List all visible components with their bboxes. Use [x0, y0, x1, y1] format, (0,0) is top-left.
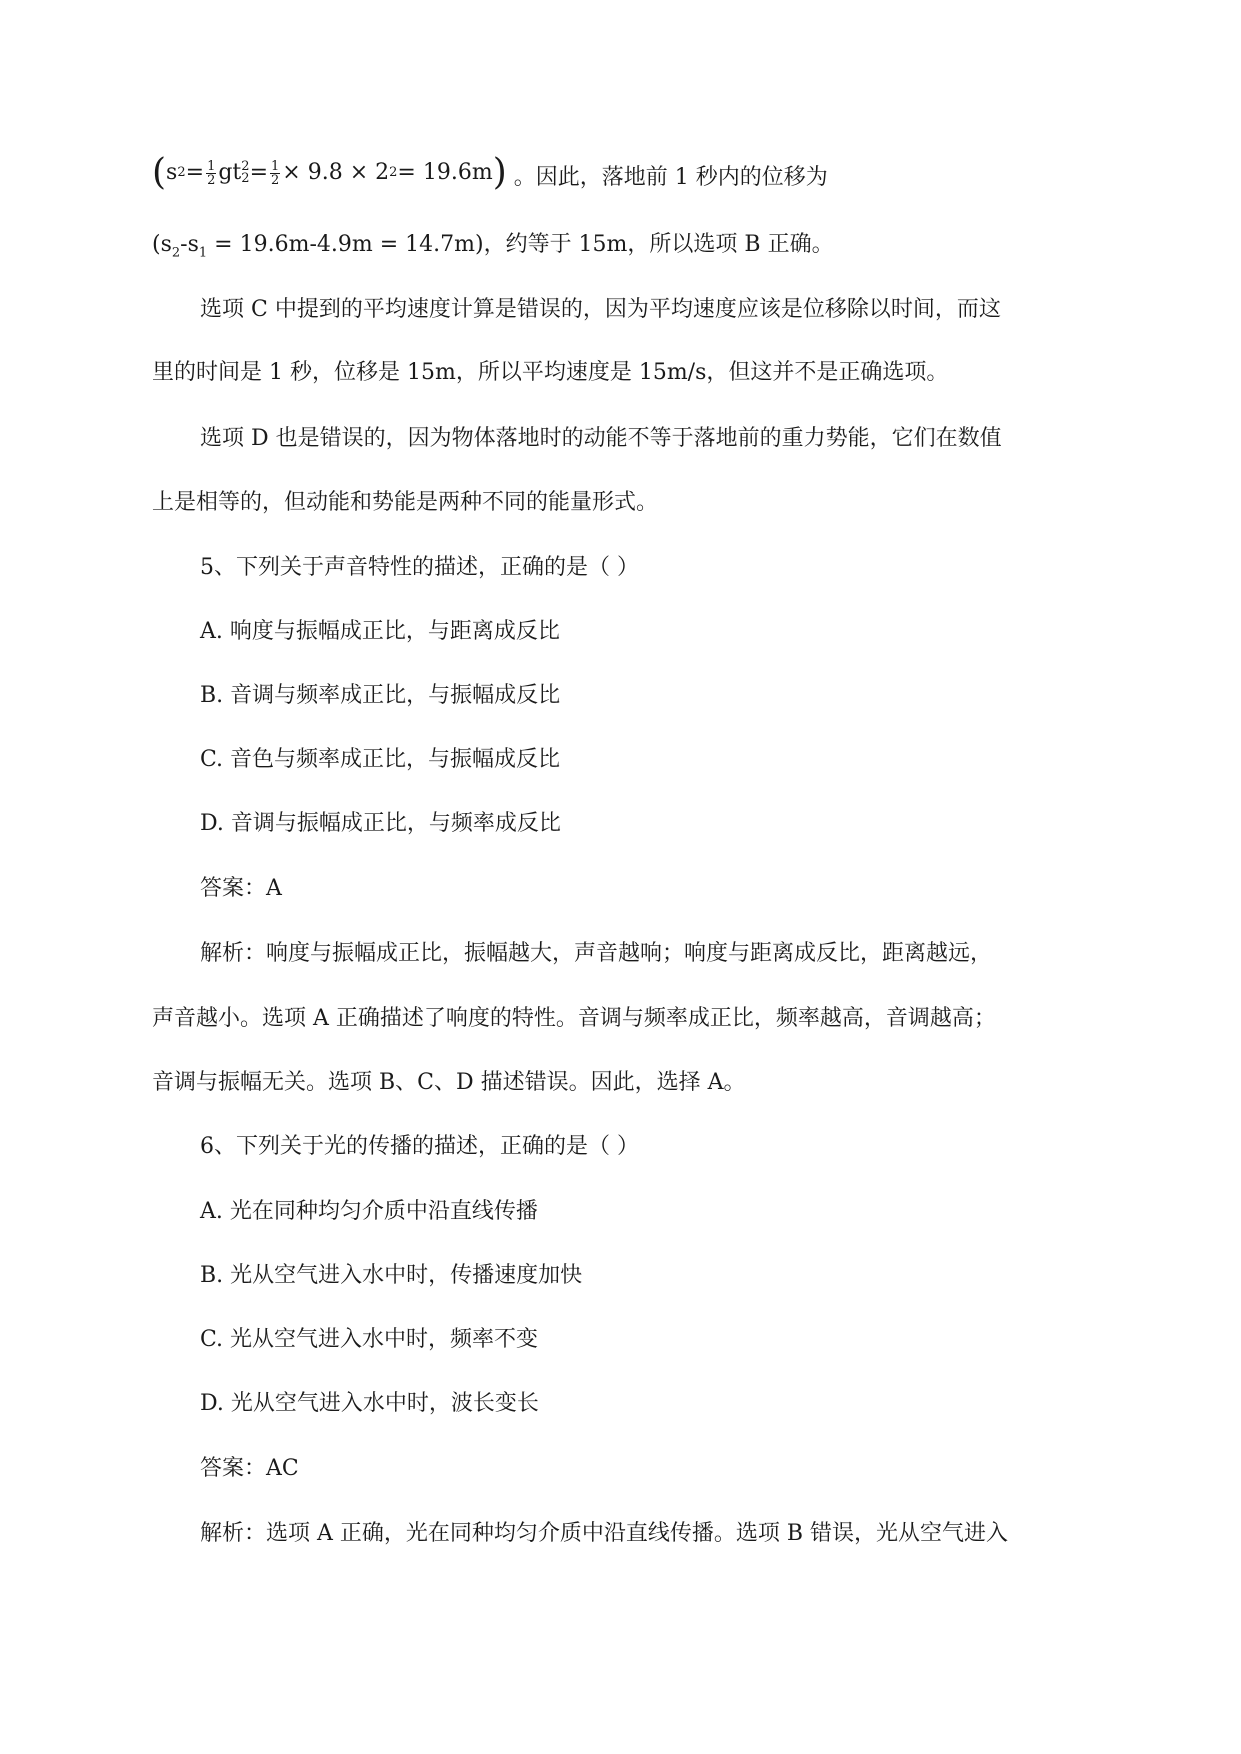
fraction-half: $\frac{1}{2}$ — [271, 158, 280, 188]
question-6: 6、下列关于光的传播的描述，正确的是（ ） — [200, 1134, 639, 1159]
q5-analysis-line: 解析：响度与振幅成正比，振幅越大，声音越响；响度与距离成反比，距离越远， — [200, 941, 993, 966]
displacement-result-line: $(s_2-s_1 = 19.6m-4.9m = 14.7m)$，约等于 15m，所以选项 B 正确。 — [152, 232, 834, 261]
fraction-half: $\frac{1}{2}$ — [207, 158, 216, 188]
paragraph-line: 上是相等的，但动能和势能是两种不同的能量形式。 — [152, 490, 659, 515]
q6-option-d: D. 光从空气进入水中时，波长变长 — [200, 1391, 539, 1416]
q5-answer: 答案：A — [200, 876, 282, 901]
q6-option-a: A. 光在同种均匀介质中沿直线传播 — [200, 1199, 538, 1224]
q6-option-b: B. 光从空气进入水中时，传播速度加快 — [200, 1263, 583, 1288]
displacement-formula: ( s 2 = $\frac{1}{2}$ gt 2 2 = $\frac{1}{2}$ × 9.8 × 2 2 = 19.6m ) — [152, 152, 507, 193]
q5-option-b: B. 音调与频率成正比，与振幅成反比 — [200, 683, 561, 708]
formula-line — [152, 152, 828, 193]
q5-analysis-line: 声音越小。选项 A 正确描述了响度的特性。音调与频率成正比，频率越高，音调越高； — [152, 1006, 996, 1031]
formula-tail-text: 。因此，落地前 1 秒内的位移为 — [513, 165, 828, 190]
paragraph-line: 里的时间是 1 秒，位移是 15m，所以平均速度是 15m/s，但这并不是正确选项。 — [152, 360, 949, 385]
q5-option-a: A. 响度与振幅成正比，与距离成反比 — [200, 619, 560, 644]
q6-analysis-line: 解析：选项 A 正确，光在同种均匀介质中沿直线传播。选项 B 错误，光从空气进入 — [200, 1521, 1009, 1546]
q5-option-d: D. 音调与振幅成正比，与频率成反比 — [200, 811, 561, 836]
q5-analysis-line: 音调与振幅无关。选项 B、C、D 描述错误。因此，选择 A。 — [152, 1070, 746, 1095]
question-5: 5、下列关于声音特性的描述，正确的是（ ） — [200, 555, 639, 580]
paragraph-line: 选项 C 中提到的平均速度计算是错误的，因为平均速度应该是位移除以时间，而这 — [200, 297, 1001, 322]
q6-answer: 答案：AC — [200, 1456, 299, 1481]
q5-option-c: C. 音色与频率成正比，与振幅成反比 — [200, 747, 561, 772]
paragraph-line: 选项 D 也是错误的，因为物体落地时的动能不等于落地前的重力势能，它们在数值 — [200, 426, 1002, 451]
q6-option-c: C. 光从空气进入水中时，频率不变 — [200, 1327, 539, 1352]
